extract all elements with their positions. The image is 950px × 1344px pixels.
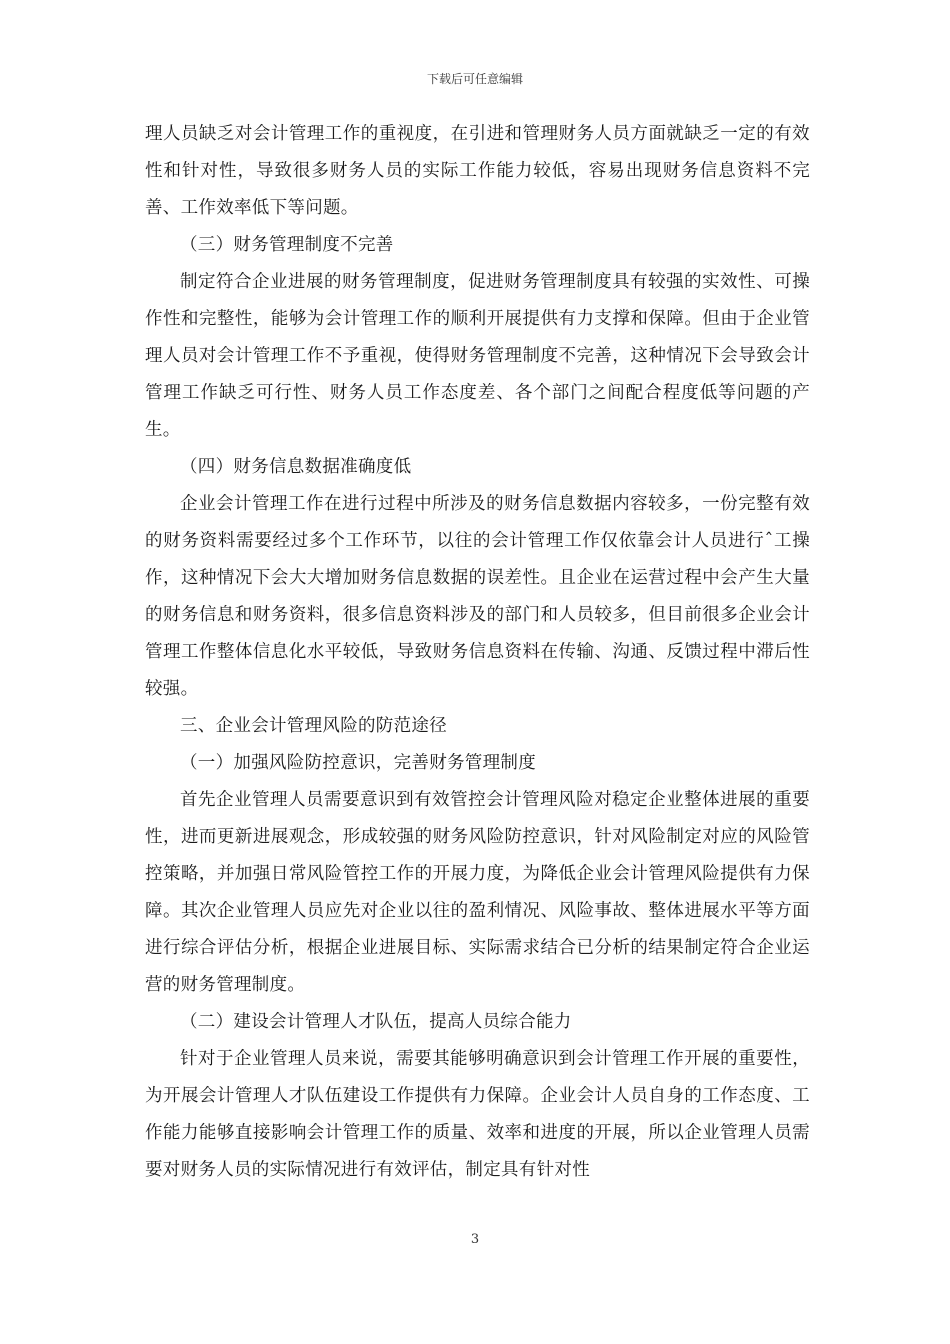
paragraph: 首先企业管理人员需要意识到有效管控会计管理风险对稳定企业整体进展的重要性，进而更新进展观念，形成较强的财务风险防控意识，针对风险制定对应的风险管控策略，并加强日常风险管控工作的开展力度，为降低企业会计管理风险提供有力保障。其次企业管理人员应先对企业以往的盈利情况、风险事故、整体进展水平等方面进行综合评估分析，根据企业进展目标、实际需求结合已分析的结果制定符合企业运营的财务管理制度。	[145, 790, 810, 995]
paragraph: 针对于企业管理人员来说，需要其能够明确意识到会计管理工作开展的重要性，为开展会计管理人才队伍建设工作提供有力保障。企业会计人员自身的工作态度、工作能力能够直接影响会计管理工作的质量、效率和进度的开展，所以企业管理人员需要对财务人员的实际情况进行有效评估，制定具有针对性	[145, 1049, 810, 1180]
page-number: 3	[470, 1232, 480, 1247]
document-body	[145, 116, 810, 1189]
paragraph-continuation: 理人员缺乏对会计管理工作的重视度，在引进和管理财务人员方面就缺乏一定的有效性和针对性，导致很多财务人员的实际工作能力较低，容易出现财务信息资料不完善、工作效率低下等问题。	[145, 124, 810, 218]
paragraph: 制定符合企业进展的财务管理制度，促进财务管理制度具有较强的实效性、可操作性和完整性，能够为会计管理工作的顺利开展提供有力支撑和保障。但由于企业管理人员对会计管理工作不予重视，使得财务管理制度不完善，这种情况下会导致会计管理工作缺乏可行性、财务人员工作态度差、各个部门之间配合程度低等问题的产生。	[145, 272, 810, 440]
section-heading-4: （四）财务信息数据准确度低	[180, 457, 412, 477]
section-heading-1: （一）加强风险防控意识，完善财务管理制度	[180, 753, 536, 773]
section-heading-2: （二）建设会计管理人才队伍，提高人员综合能力	[180, 1012, 572, 1032]
chapter-heading: 三、企业会计管理风险的防范途径	[180, 716, 447, 736]
page-header: 下载后可任意编辑	[426, 72, 523, 86]
paragraph: 企业会计管理工作在进行过程中所涉及的财务信息数据内容较多，一份完整有效的财务资料需要经过多个工作环节，以往的会计管理工作仅依靠会计人员进行ˆ工操作，这种情况下会大大增加财务信息数据的误差性。且企业在运营过程中会产生大量的财务信息和财务资料，很多信息资料涉及的部门和人员较多，但目前很多企业会计管理工作整体信息化水平较低，导致财务信息资料在传输、沟通、反馈过程中滞后性较强。	[145, 494, 810, 699]
section-heading-3: （三）财务管理制度不完善	[180, 235, 394, 255]
